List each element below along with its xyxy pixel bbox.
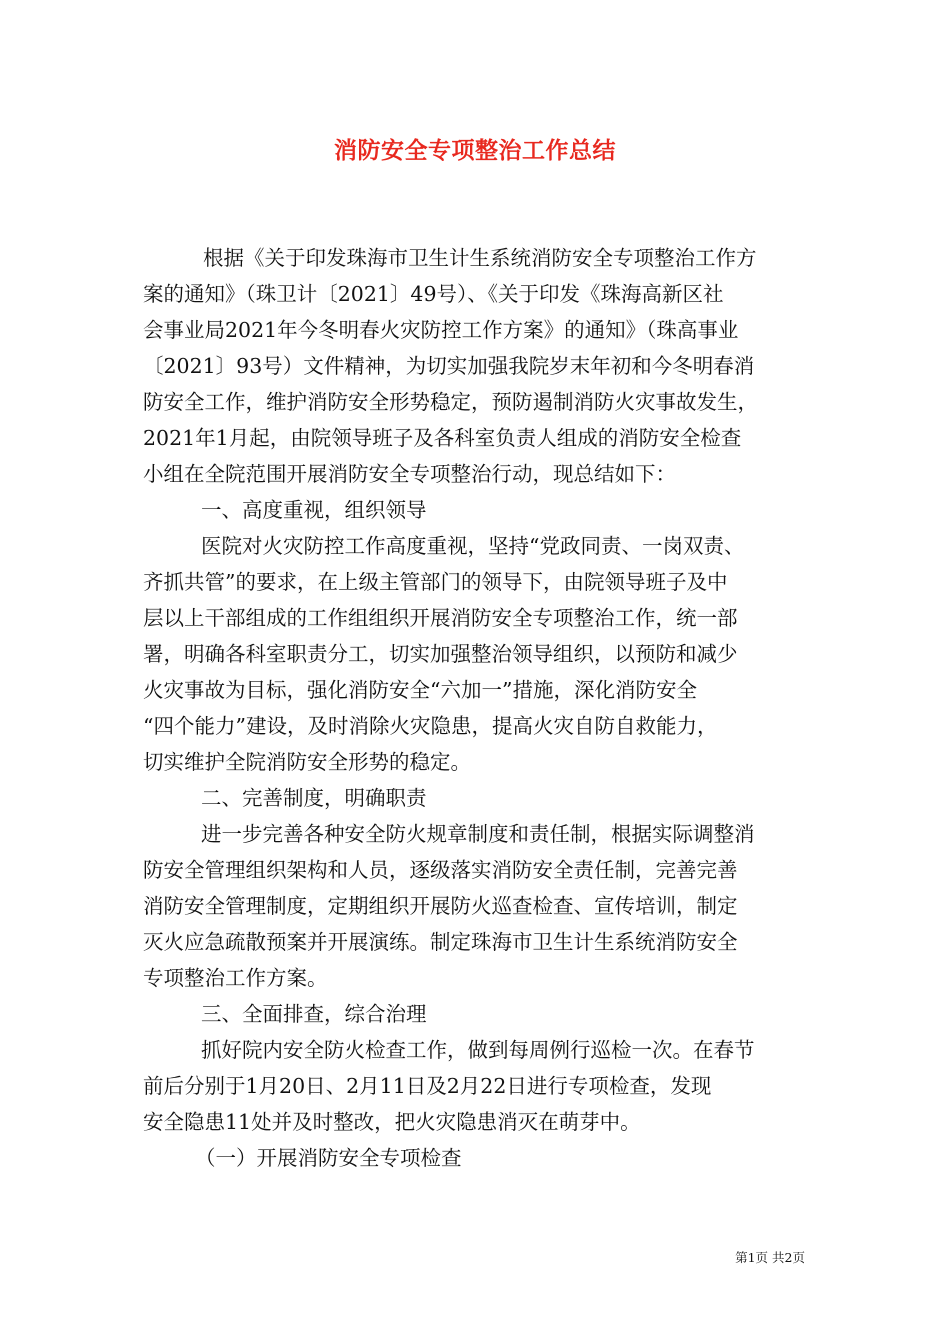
section-heading: 三、全面排查，综合治理 xyxy=(201,1002,427,1026)
paragraph-line: 署，明确各科室职责分工，切实加强整治领导组织，以预防和减少 xyxy=(143,642,738,666)
paragraph-line: 2021年1月起，由院领导班子及各科室负责人组成的消防安全检查 xyxy=(143,426,742,450)
paragraph-line: 小组在全院范围开展消防安全专项整治行动，现总结如下： xyxy=(143,462,676,486)
paragraph-line: 火灾事故为目标，强化消防安全“六加一”措施，深化消防安全 xyxy=(143,678,697,702)
paragraph-line: 会事业局2021年今冬明春火灾防控工作方案》的通知》（珠高事业 xyxy=(143,318,739,342)
paragraph-line: 案的通知》（珠卫计〔2021〕49号）、《关于印发《珠海高新区社 xyxy=(143,282,724,306)
paragraph-line: 防安全管理组织架构和人员，逐级落实消防安全责任制，完善完善 xyxy=(143,858,738,882)
section-heading: 二、完善制度，明确职责 xyxy=(201,786,427,810)
paragraph-line: 切实维护全院消防安全形势的稳定。 xyxy=(143,750,471,774)
paragraph-line: 消防安全管理制度，定期组织开展防火巡查检查、宣传培训，制定 xyxy=(143,894,738,918)
page-number: 第1页 共2页 xyxy=(735,1250,805,1265)
paragraph-line: 齐抓共管”的要求，在上级主管部门的领导下，由院领导班子及中 xyxy=(143,570,728,594)
paragraph-line: 〔2021〕93号）文件精神，为切实加强我院岁末年初和今冬明春消 xyxy=(143,354,755,378)
section-heading: 一、高度重视，组织领导 xyxy=(201,498,427,522)
paragraph-line: 层以上干部组成的工作组组织开展消防安全专项整治工作，统一部 xyxy=(143,606,738,630)
subsection-heading: （一）开展消防安全专项检查 xyxy=(195,1146,462,1170)
paragraph-line: 根据《关于印发珠海市卫生计生系统消防安全专项整治工作方 xyxy=(203,246,757,270)
paragraph-line: 防安全工作，维护消防安全形势稳定，预防遏制消防火灾事故发生， xyxy=(143,390,758,414)
paragraph-line: “四个能力”建设，及时消除火灾隐患，提高火灾自防自救能力， xyxy=(143,714,718,738)
paragraph-line: 专项整治工作方案。 xyxy=(143,966,328,990)
paragraph-line: 灭火应急疏散预案并开展演练。制定珠海市卫生计生系统消防安全 xyxy=(143,930,738,954)
paragraph-line: 前后分别于1月20日、2月11日及2月22日进行专项检查，发现 xyxy=(143,1074,712,1098)
paragraph-line: 进一步完善各种安全防火规章制度和责任制，根据实际调整消 xyxy=(201,822,755,846)
paragraph-line: 安全隐患11处并及时整改，把火灾隐患消灭在萌芽中。 xyxy=(143,1110,641,1134)
document-body xyxy=(143,240,810,1176)
paragraph-line: 医院对火灾防控工作高度重视，坚持“党政同责、一岗双责、 xyxy=(201,534,745,558)
document-title: 消防安全专项整治工作总结 xyxy=(334,137,616,164)
paragraph-line: 抓好院内安全防火检查工作，做到每周例行巡检一次。在春节 xyxy=(201,1038,755,1062)
